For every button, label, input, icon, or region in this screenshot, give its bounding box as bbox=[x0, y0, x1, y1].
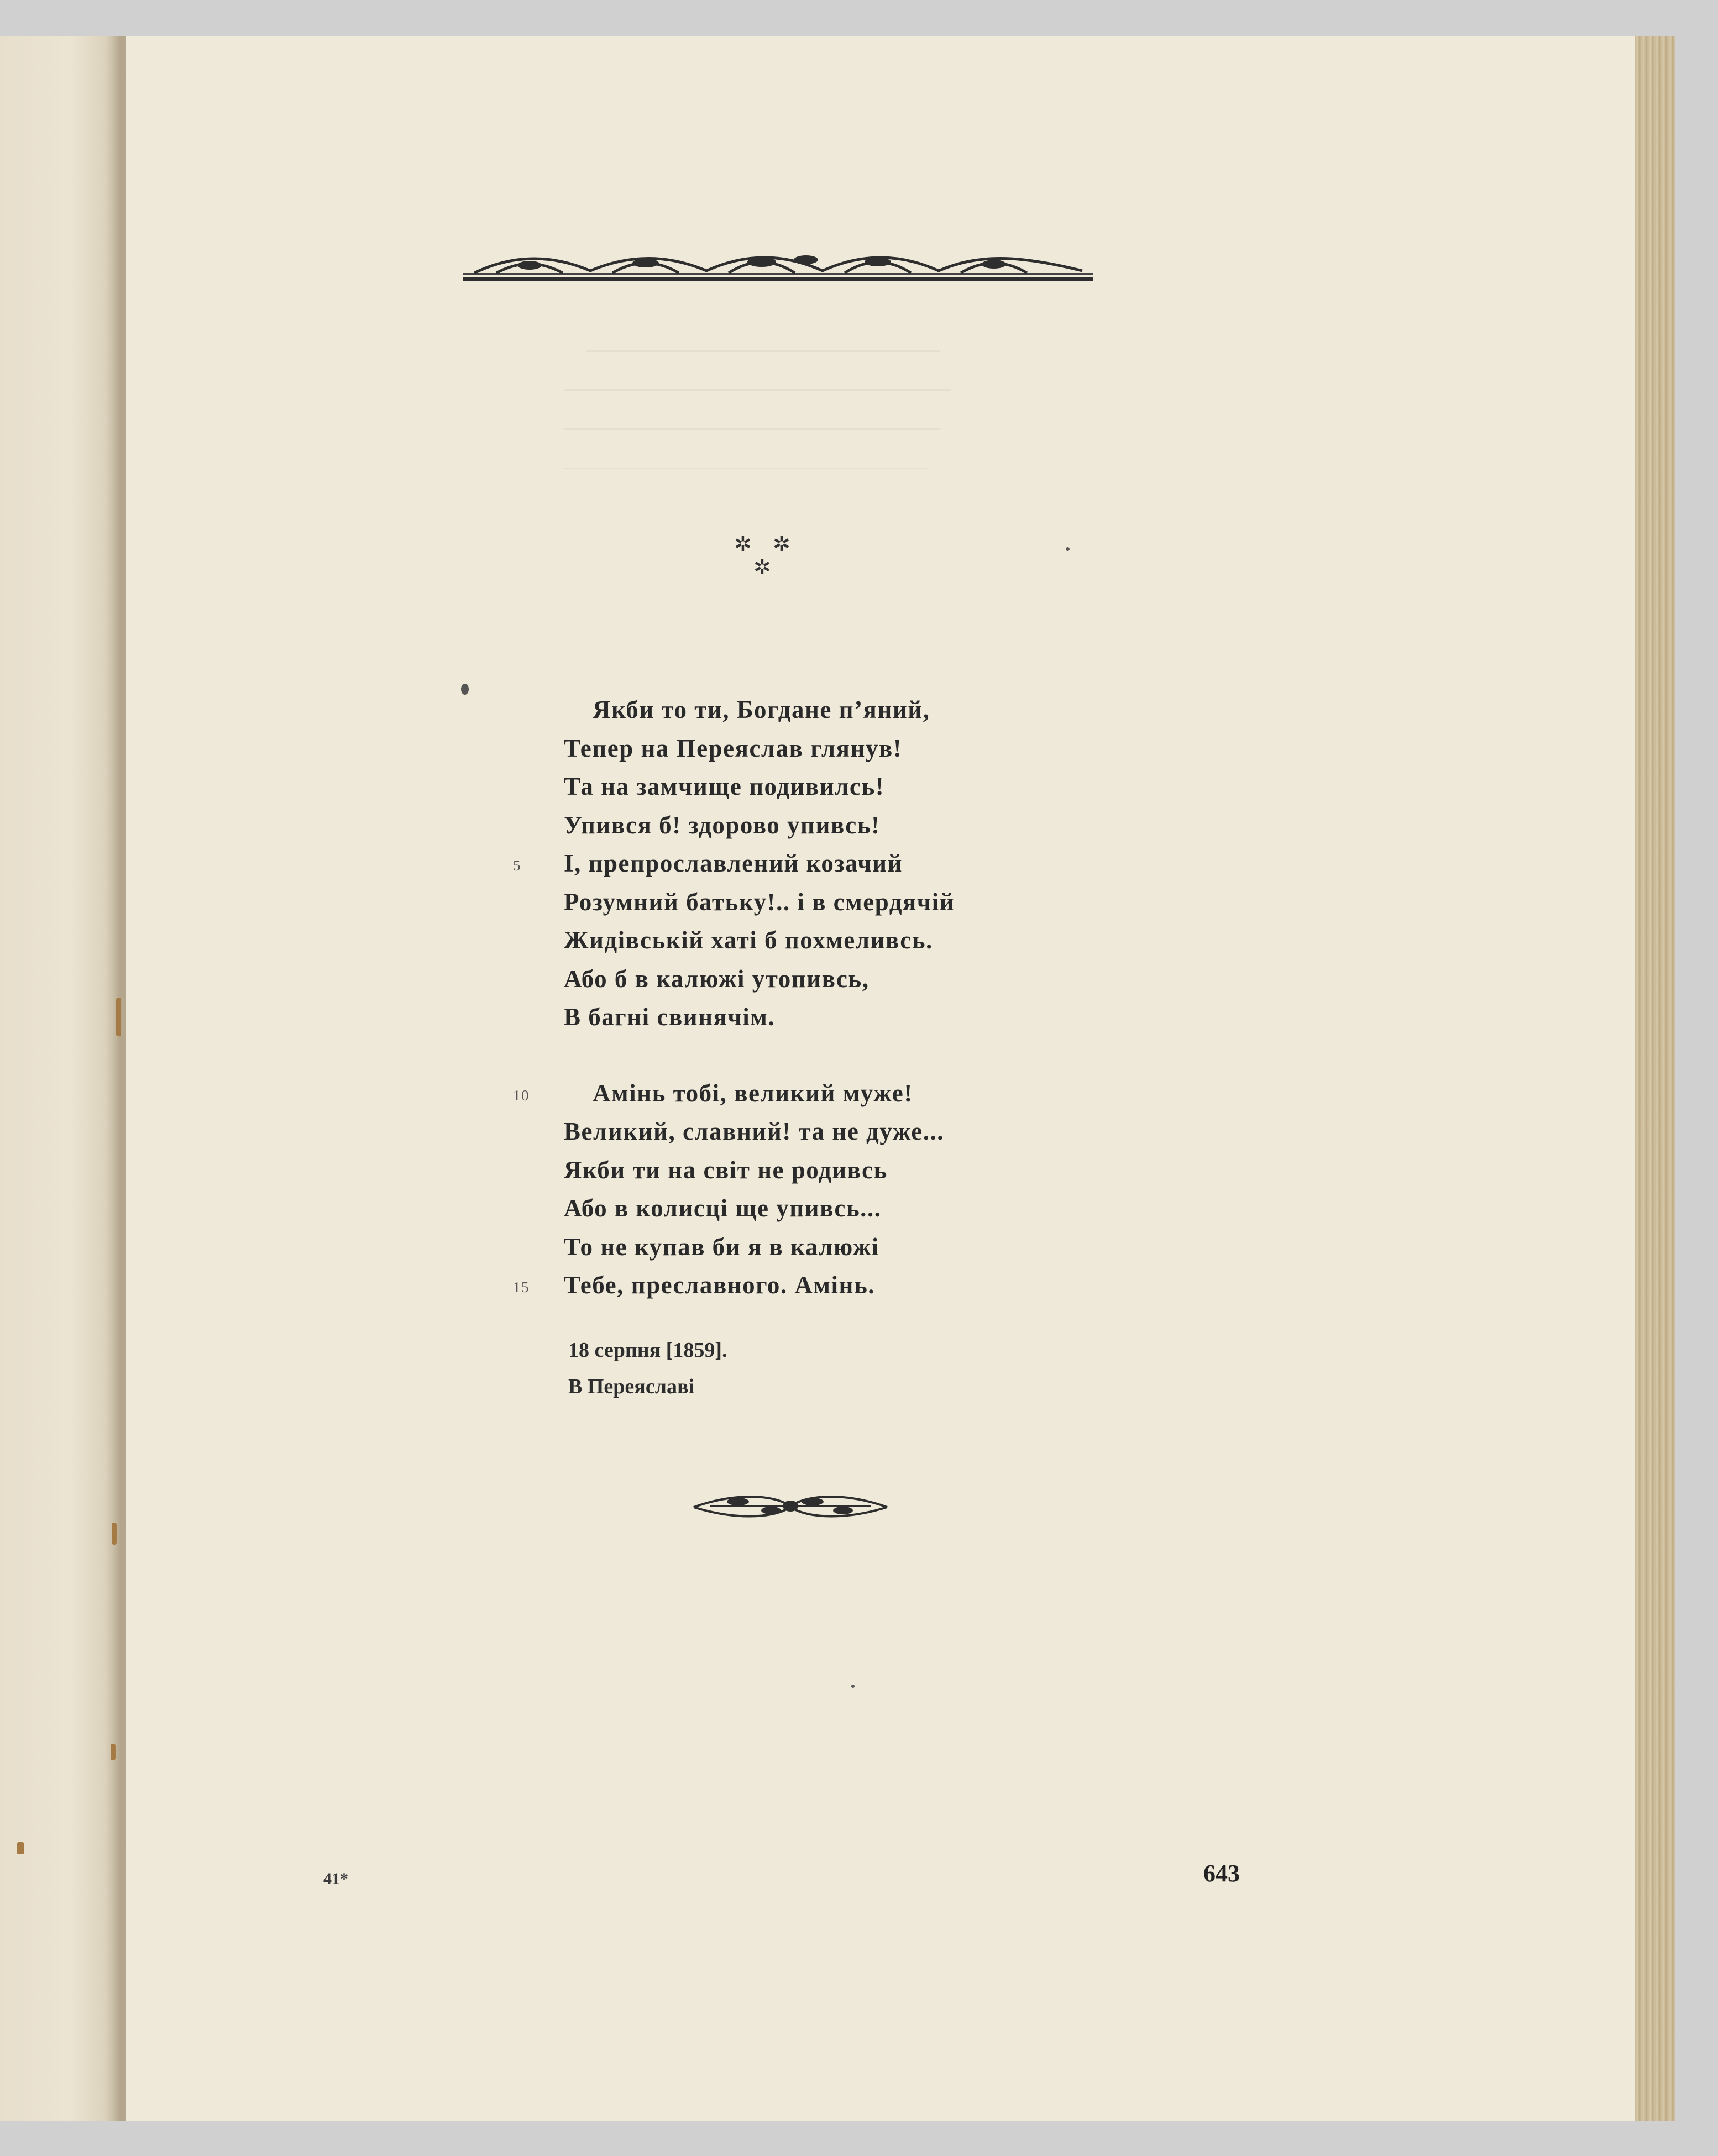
place: В Переяславі bbox=[568, 1375, 695, 1398]
poem-line bbox=[564, 1113, 955, 1151]
scanned-page bbox=[0, 36, 1675, 2121]
binding-stain bbox=[111, 1744, 116, 1760]
top-ornament bbox=[463, 249, 1093, 290]
poem-line-text: В багні свинячім. bbox=[564, 1003, 776, 1031]
page-number: 643 bbox=[1203, 1860, 1240, 1887]
line-number: 10 bbox=[513, 1087, 530, 1104]
poem-line bbox=[564, 960, 955, 999]
binding-stain bbox=[116, 998, 121, 1036]
ink-speck bbox=[1066, 547, 1070, 551]
poem-line-text: Упився б! здорово упивсь! bbox=[564, 811, 881, 839]
line-number: 5 bbox=[513, 857, 521, 874]
ink-speck bbox=[851, 1685, 855, 1688]
poem-line bbox=[564, 691, 955, 730]
poem-line-text: Тепер на Переяслав глянув! bbox=[564, 734, 903, 762]
poem-line bbox=[564, 883, 955, 922]
poem-line bbox=[513, 1266, 955, 1305]
poem-line-text: Розумний батьку!.. і в смердячій bbox=[564, 888, 955, 916]
poem-line bbox=[513, 1074, 955, 1113]
date: 18 серпня [1859]. bbox=[568, 1339, 727, 1362]
poem-line-text: То не купав би я в калюжі bbox=[564, 1232, 879, 1261]
poem-line bbox=[564, 921, 955, 960]
asterisk-icon: ✲ bbox=[734, 532, 752, 556]
bottom-ornament bbox=[688, 1491, 893, 1521]
poem-line-text: І, препрославлений козачий bbox=[564, 849, 903, 877]
poem-line-text: Великий, славний! та не дуже... bbox=[564, 1118, 944, 1145]
page-edges bbox=[1635, 36, 1675, 2121]
binding-stain bbox=[17, 1842, 24, 1854]
poem-line-text: Амінь тобі, великий муже! bbox=[593, 1079, 913, 1107]
poem-line-text: Тебе, преславного. Амінь. bbox=[564, 1271, 876, 1299]
poem-line bbox=[564, 806, 955, 845]
asterism bbox=[730, 533, 813, 594]
signature-mark: 41* bbox=[323, 1870, 348, 1888]
binding-stain bbox=[112, 1523, 117, 1545]
poem-line bbox=[564, 768, 955, 806]
poem-line-text: Жидівській хаті б похмеливсь. bbox=[564, 926, 933, 954]
poem-line bbox=[513, 844, 955, 883]
show-through-texture bbox=[564, 312, 1061, 469]
line-number: 15 bbox=[513, 1279, 530, 1295]
poem-line bbox=[564, 1151, 955, 1190]
poem-line bbox=[564, 1228, 955, 1267]
ink-speck bbox=[461, 684, 469, 695]
asterisk-icon: ✲ bbox=[773, 532, 790, 556]
poem-line-text: Якби ти на світ не родивсь bbox=[564, 1156, 888, 1184]
poem-line bbox=[564, 998, 955, 1037]
poem-line bbox=[564, 730, 955, 768]
dateline bbox=[568, 1332, 727, 1405]
poem bbox=[513, 691, 955, 1305]
poem-line-text: Та на замчище подивилсь! bbox=[564, 773, 885, 800]
poem-line bbox=[564, 1189, 955, 1228]
poem-line-text: Або в колисці ще упивсь... bbox=[564, 1194, 882, 1222]
poem-line-text: Або б в калюжі утопивсь, bbox=[564, 964, 870, 993]
poem-line-text: Якби то ти, Богдане п’яний, bbox=[593, 696, 930, 723]
asterisk-icon: ✲ bbox=[753, 555, 771, 579]
